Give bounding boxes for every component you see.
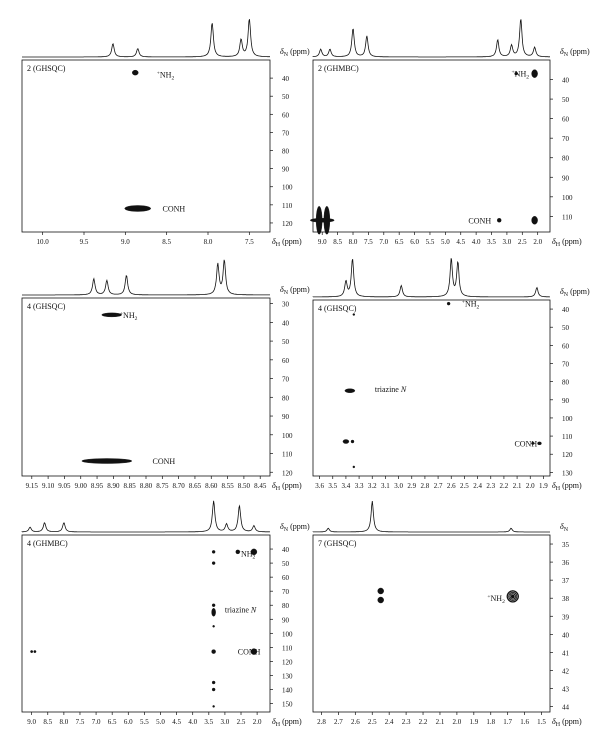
y-tick-label: 70: [562, 360, 569, 369]
y-tick-label: 80: [282, 147, 289, 156]
x-tick-label: 10.0: [36, 238, 49, 246]
y-tick-label: 40: [282, 75, 289, 84]
y-tick-label: 60: [282, 111, 289, 120]
y-tick-label: 140: [282, 686, 293, 695]
cross-peak: [213, 625, 215, 627]
x-tick-label: 3.1: [381, 482, 390, 490]
y-tick-label: 120: [282, 469, 293, 478]
x-tick-label: 8.75: [156, 482, 169, 490]
y-tick-label: 100: [562, 193, 573, 202]
y-tick-label: 60: [562, 115, 569, 124]
x-tick-label: 2.3: [486, 482, 496, 490]
y-tick-label: 50: [282, 338, 289, 347]
y-tick-label: 42: [562, 667, 569, 676]
x-tick-label: 2.4: [384, 718, 394, 726]
y-tick-label: 80: [282, 602, 289, 611]
x-tick-label: 2.0: [525, 482, 535, 490]
panel-1: [22, 19, 310, 248]
cross-peak: [532, 216, 538, 224]
x-tick-label: 2.5: [236, 718, 246, 726]
x-tick-label: 2.5: [517, 238, 527, 246]
y-axis-unit: $\delta_N$ (ppm): [560, 287, 590, 298]
peak-annotation: $^+NH_2$: [119, 310, 138, 322]
y-tick-label: 37: [562, 577, 569, 586]
x-tick-label: 2.0: [533, 238, 543, 246]
cross-peak: [125, 205, 151, 211]
x-axis-unit: $\delta_H$ (ppm): [552, 481, 582, 492]
x-tick-label: 8.80: [139, 482, 153, 490]
x-tick-label: 2.8: [420, 482, 430, 490]
y-tick-label: 40: [282, 319, 289, 328]
cross-peak: [345, 389, 355, 393]
x-tick-label: 2.7: [433, 482, 443, 490]
x-tick-label: 8.0: [348, 238, 358, 246]
x-tick-label: 3.0: [220, 718, 230, 726]
y-tick-label: 130: [282, 672, 293, 681]
y-tick-label: 70: [282, 588, 289, 597]
y-tick-label: 80: [562, 154, 569, 163]
x-tick-label: 2.2: [499, 482, 509, 490]
x-axis-unit: $\delta_H$ (ppm): [272, 481, 302, 492]
peak-annotation: triazine N: [374, 384, 407, 394]
panel-2: [310, 19, 590, 248]
cross-peak: [212, 688, 215, 691]
peak-annotation: CONH: [237, 647, 261, 657]
panel-4: [313, 258, 590, 492]
x-tick-label: 5.0: [440, 238, 450, 246]
x-tick-label: 2.1: [435, 718, 445, 726]
x-tick-label: 8.70: [172, 482, 185, 490]
cross-peak: [447, 302, 450, 305]
y-tick-label: 120: [282, 219, 293, 228]
y-axis-unit: $\delta_N$ (ppm): [280, 522, 310, 533]
y-tick-label: 90: [562, 174, 569, 183]
x-tick-label: 3.3: [354, 482, 364, 490]
y-tick-label: 120: [282, 658, 293, 667]
plot-frame: [313, 535, 550, 712]
y-tick-label: 40: [282, 546, 289, 555]
x-tick-label: 1.5: [537, 718, 546, 726]
x-tick-label: 3.5: [487, 238, 496, 246]
y-tick-label: 100: [282, 630, 293, 639]
x-tick-label: 2.7: [334, 718, 343, 726]
cross-peak: [213, 705, 215, 707]
x-tick-label: 6.5: [394, 238, 404, 246]
x-tick-label: 8.0: [203, 238, 213, 246]
x-tick-label: 2.9: [407, 482, 417, 490]
y-tick-label: 150: [282, 700, 293, 709]
x-tick-label: 4.0: [188, 718, 198, 726]
y-tick-label: 100: [562, 414, 573, 423]
cross-peak: [353, 466, 355, 468]
spectrum-trace: [313, 501, 550, 532]
x-axis-unit: $\delta_H$ (ppm): [552, 717, 582, 728]
x-axis-unit: $\delta_H$ (ppm): [272, 237, 302, 248]
cross-peak: [343, 440, 349, 444]
y-tick-label: 50: [282, 560, 289, 569]
y-tick-label: 120: [562, 451, 573, 460]
spectrum-trace: [313, 258, 550, 297]
x-tick-label: 4.5: [172, 718, 181, 726]
y-tick-label: 30: [282, 300, 289, 309]
cross-peak: [82, 459, 132, 464]
x-tick-label: 3.2: [367, 482, 377, 490]
x-tick-label: 8.55: [221, 482, 234, 490]
y-tick-label: 35: [562, 541, 569, 550]
y-tick-label: 70: [562, 135, 569, 144]
x-tick-label: 4.0: [471, 238, 481, 246]
cross-peak: [132, 70, 138, 75]
cross-peak: [507, 590, 519, 602]
x-tick-label: 6.0: [410, 238, 419, 246]
x-tick-label: 2.5: [460, 482, 469, 490]
x-tick-label: 9.05: [58, 482, 71, 490]
y-axis-unit: $\delta_N$: [560, 522, 569, 533]
x-tick-label: 3.6: [315, 482, 324, 490]
x-tick-label: 9.5: [79, 238, 89, 246]
y-tick-label: 110: [282, 644, 293, 653]
x-tick-label: 3.5: [328, 482, 338, 490]
panel-label: 4 (GHSQC): [318, 304, 357, 313]
cross-peak: [212, 681, 215, 684]
y-tick-label: 130: [562, 469, 573, 478]
x-tick-label: 3.5: [204, 718, 214, 726]
y-tick-label: 43: [562, 685, 569, 694]
y-tick-label: 110: [282, 201, 293, 210]
y-tick-label: 40: [562, 76, 569, 85]
y-tick-label: 60: [282, 356, 289, 365]
cross-peak: [30, 650, 32, 652]
y-tick-label: 36: [562, 559, 569, 568]
y-tick-label: 40: [562, 631, 569, 640]
x-tick-label: 9.10: [41, 482, 55, 490]
x-tick-label: 8.85: [123, 482, 136, 490]
x-tick-label: 6.0: [123, 718, 133, 726]
panel-label: 4 (GHMBC): [27, 539, 68, 548]
panel-6: [313, 501, 582, 728]
y-tick-label: 44: [562, 703, 569, 712]
panel-label: 7 (GHSQC): [318, 539, 357, 548]
x-tick-label: 8.45: [254, 482, 267, 490]
peak-annotation: $^+NH_2$: [237, 549, 256, 561]
x-tick-label: 9.15: [25, 482, 38, 490]
panel-label: 2 (GHSQC): [27, 64, 66, 73]
panel-5: [22, 501, 310, 728]
y-tick-label: 38: [562, 595, 569, 604]
y-tick-label: 100: [282, 183, 293, 192]
x-tick-label: 3.4: [341, 482, 351, 490]
cross-peak: [537, 442, 541, 445]
y-tick-label: 70: [282, 375, 289, 384]
x-tick-label: 8.60: [205, 482, 218, 490]
y-tick-label: 50: [562, 324, 569, 333]
spectrum-trace: [22, 501, 270, 532]
x-tick-label: 5.5: [425, 238, 435, 246]
y-tick-label: 90: [282, 165, 289, 174]
x-tick-label: 3.0: [502, 238, 512, 246]
peak-annotation: $^+NH_2$: [511, 69, 530, 81]
x-tick-label: 1.9: [539, 482, 548, 490]
cross-peak: [212, 608, 216, 616]
x-axis-unit: $\delta_H$ (ppm): [272, 717, 302, 728]
cross-peak: [102, 313, 122, 317]
y-tick-label: 100: [282, 431, 293, 440]
cross-peak: [378, 588, 384, 594]
panel-label: 2 (GHMBC): [318, 64, 359, 73]
x-tick-label: 2.2: [418, 718, 428, 726]
cross-peak: [353, 314, 355, 316]
panel-3: [22, 260, 310, 492]
peak-annotation: CONH: [468, 216, 492, 226]
plot-frame: [22, 298, 270, 476]
x-tick-label: 8.5: [43, 718, 53, 726]
x-tick-label: 2.8: [317, 718, 326, 726]
y-axis-unit: $\delta_N$ (ppm): [280, 47, 310, 58]
y-tick-label: 50: [562, 96, 569, 105]
x-tick-label: 1.7: [503, 718, 513, 726]
x-tick-label: 8.95: [90, 482, 104, 490]
x-tick-label: 9.0: [27, 718, 37, 726]
y-tick-label: 70: [282, 129, 289, 138]
x-tick-label: 2.6: [350, 718, 360, 726]
x-tick-label: 8.90: [107, 482, 120, 490]
x-tick-label: 8.50: [237, 482, 251, 490]
cross-peak: [378, 597, 384, 603]
x-tick-label: 1.6: [520, 718, 529, 726]
x-tick-label: 8.5: [333, 238, 342, 246]
x-tick-label: 7.5: [364, 238, 373, 246]
spectrum-trace: [22, 19, 270, 57]
y-tick-label: 110: [562, 213, 573, 222]
y-tick-label: 39: [562, 613, 569, 622]
y-tick-label: 40: [562, 306, 569, 315]
x-tick-label: 2.6: [446, 482, 456, 490]
peak-annotation: $^+NH_2$: [487, 594, 505, 606]
y-tick-label: 80: [282, 394, 289, 403]
x-tick-label: 2.0: [452, 718, 462, 726]
y-tick-label: 41: [562, 649, 569, 658]
cross-peak: [34, 650, 36, 652]
x-tick-label: 2.1: [512, 482, 522, 490]
y-tick-label: 90: [562, 396, 569, 405]
x-tick-label: 9.0: [317, 238, 327, 246]
y-tick-label: 50: [282, 93, 289, 102]
peak-annotation: CONH: [514, 439, 538, 449]
y-tick-label: 60: [282, 574, 289, 583]
spectrum-trace: [22, 260, 270, 295]
x-tick-label: 9.0: [120, 238, 130, 246]
y-tick-label: 80: [562, 378, 569, 387]
cross-peak: [316, 206, 322, 234]
peak-annotation: triazine N: [224, 605, 257, 615]
x-axis-unit: $\delta_H$ (ppm): [552, 237, 582, 248]
x-tick-label: 6.5: [107, 718, 117, 726]
x-tick-label: 8.0: [59, 718, 69, 726]
cross-peak: [497, 218, 501, 222]
y-tick-label: 110: [562, 433, 573, 442]
peak-annotation: CONH: [152, 457, 176, 467]
cross-peak: [532, 70, 538, 78]
x-tick-label: 5.0: [156, 718, 165, 726]
peak-annotation: CONH: [162, 204, 186, 214]
x-tick-label: 2.4: [473, 482, 482, 490]
x-tick-label: 3.0: [394, 482, 403, 490]
x-tick-label: 9.00: [74, 482, 87, 490]
x-tick-label: 2.5: [367, 718, 377, 726]
y-tick-label: 110: [282, 450, 293, 459]
peak-annotation: $^+NH_2$: [156, 70, 175, 82]
y-axis-unit: $\delta_N$ (ppm): [560, 47, 590, 58]
x-tick-label: 7.0: [379, 238, 389, 246]
peak-annotation: $^+NH_2$: [461, 299, 480, 311]
x-tick-label: 1.9: [469, 718, 479, 726]
cross-peak: [212, 650, 216, 654]
x-tick-label: 2.3: [401, 718, 411, 726]
x-tick-label: 4.5: [456, 238, 466, 246]
y-axis-unit: $\delta_N$ (ppm): [280, 285, 310, 296]
x-tick-label: 8.5: [162, 238, 172, 246]
plot-frame: [313, 60, 550, 232]
spectrum-trace: [313, 19, 550, 57]
x-tick-label: 5.5: [140, 718, 149, 726]
x-tick-label: 7.5: [75, 718, 85, 726]
plot-frame: [22, 535, 270, 712]
cross-peak: [212, 550, 215, 553]
y-tick-label: 90: [282, 413, 289, 422]
cross-peak: [212, 562, 215, 565]
x-tick-label: 7.0: [91, 718, 101, 726]
cross-peak: [351, 440, 354, 443]
cross-peak: [324, 206, 330, 234]
y-tick-label: 90: [282, 616, 289, 625]
panel-label: 4 (GHSQC): [27, 302, 66, 311]
x-tick-label: 2.0: [252, 718, 262, 726]
plot-frame: [313, 300, 550, 476]
cross-peak: [212, 604, 215, 607]
x-tick-label: 1.8: [486, 718, 496, 726]
x-tick-label: 8.65: [188, 482, 202, 490]
y-tick-label: 60: [562, 342, 569, 351]
x-tick-label: 7.5: [244, 238, 254, 246]
